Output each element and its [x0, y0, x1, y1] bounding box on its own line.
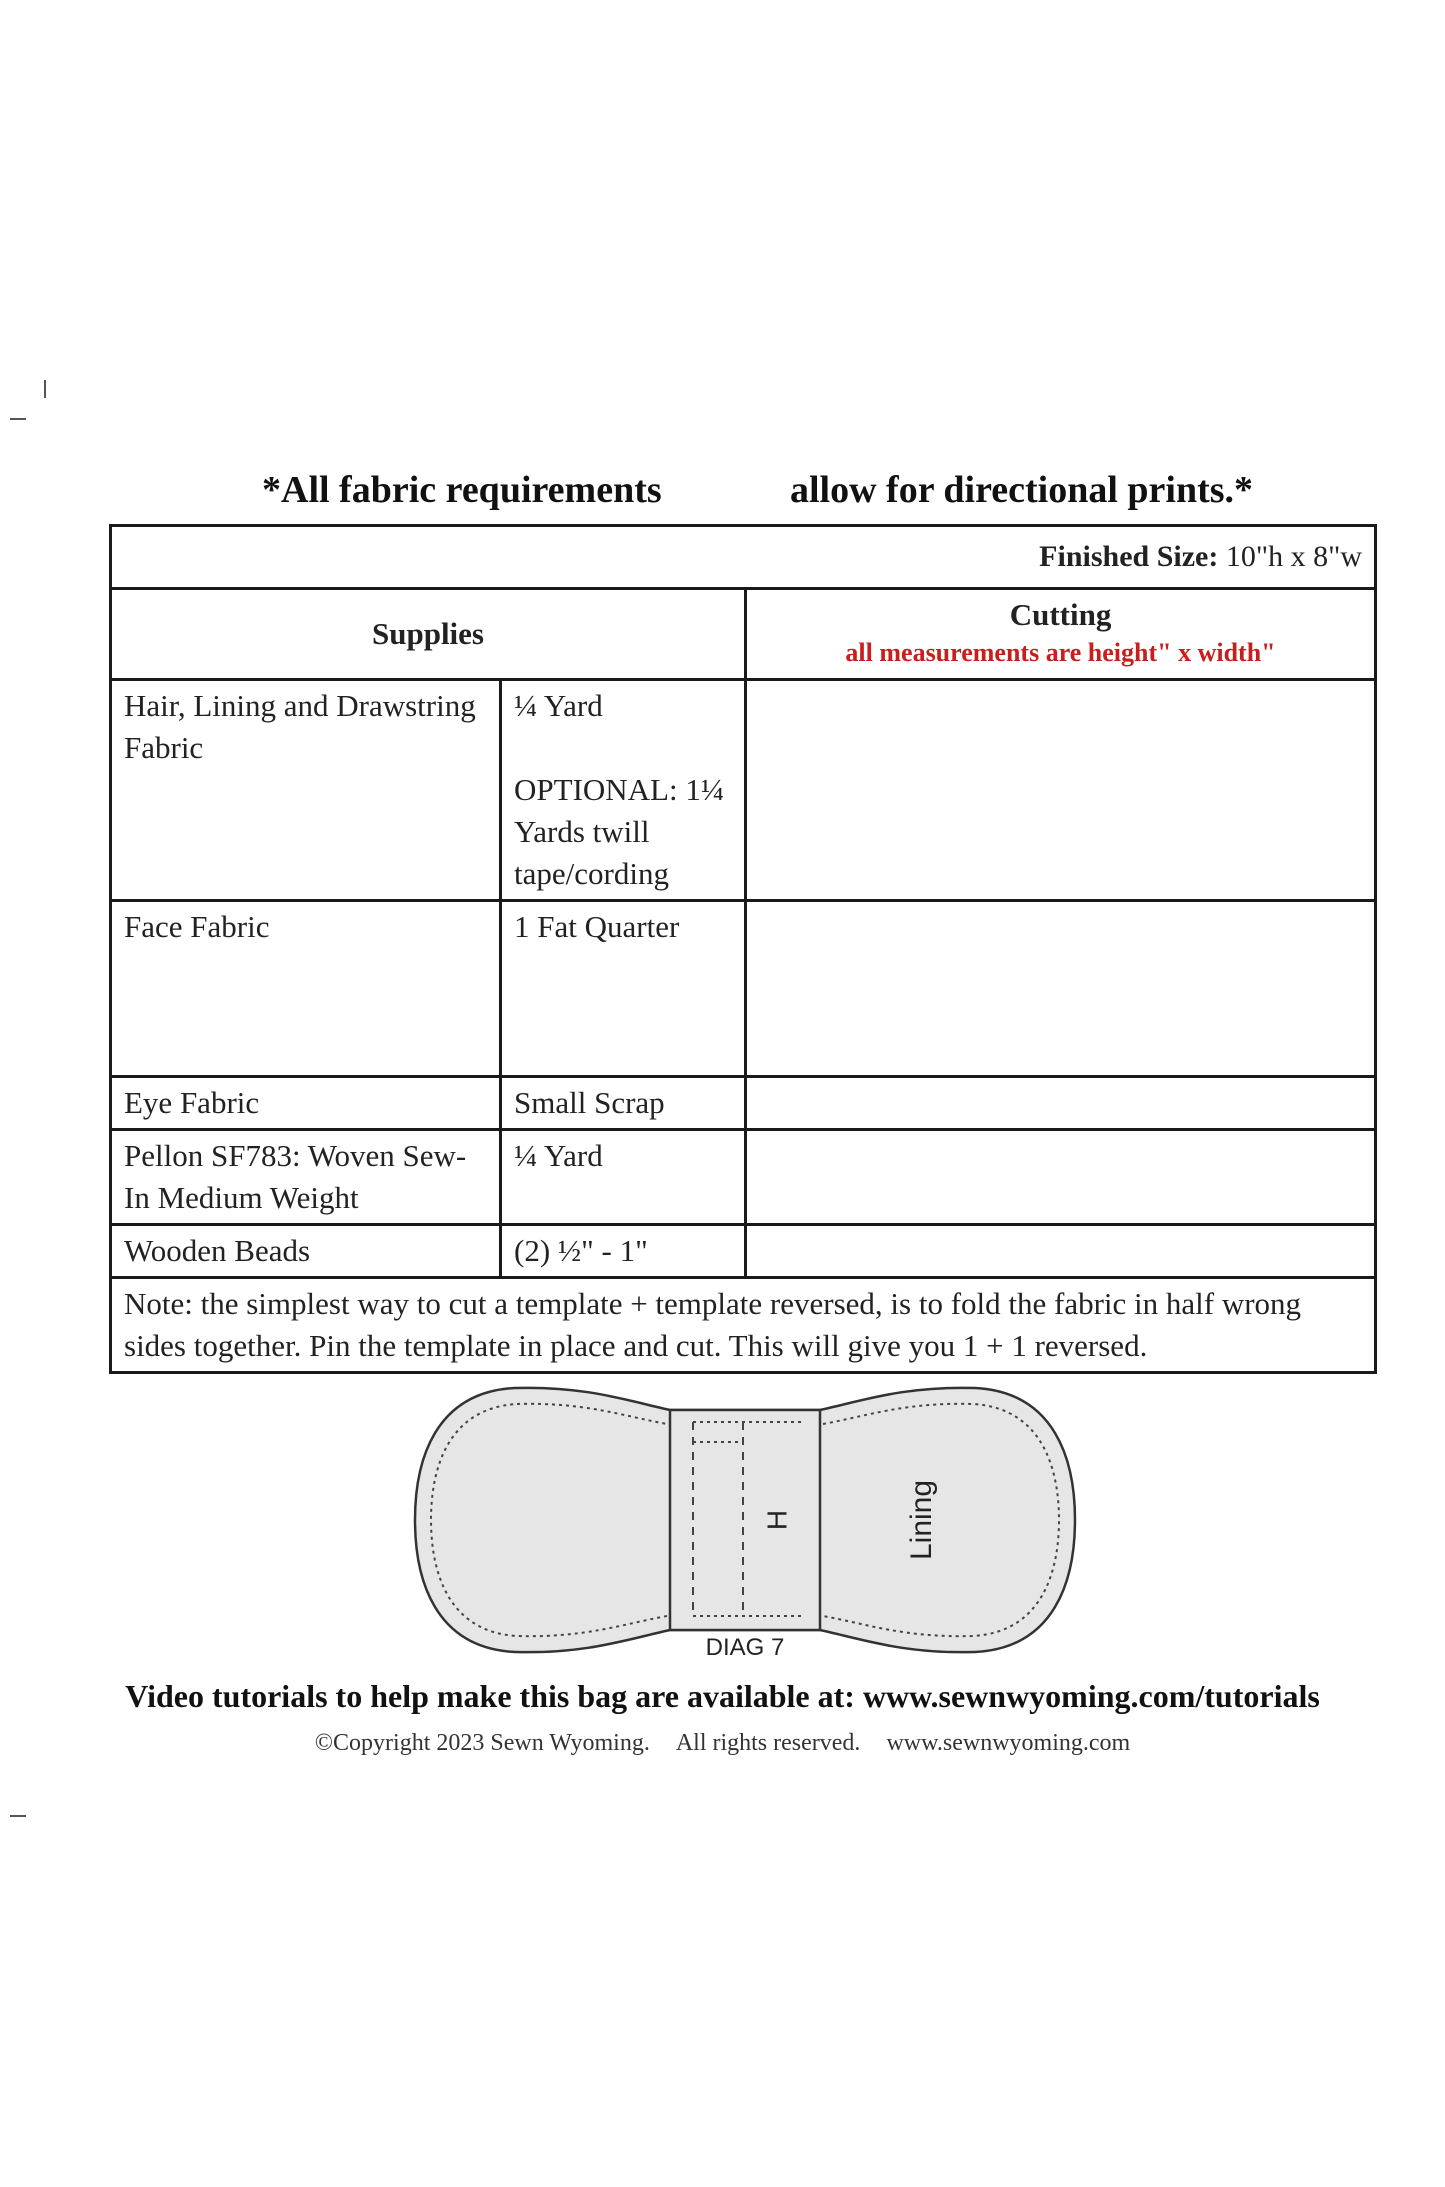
website-text: www.sewnwyoming.com [886, 1730, 1131, 1756]
crop-mark-bottom-horizontal [10, 1815, 26, 1817]
table-row [111, 680, 1376, 901]
cutting-cell [746, 1077, 1376, 1130]
cutting-cell [746, 680, 1376, 901]
cutting-cell [746, 901, 1376, 1077]
table-row [111, 1130, 1376, 1225]
supply-amount-cell [501, 680, 746, 901]
supply-item: Wooden Beads [111, 1225, 501, 1278]
crop-mark-top-vertical [44, 380, 46, 398]
table-row [111, 901, 1376, 1077]
finished-size-cell [111, 526, 1376, 589]
supply-item: Face Fabric [111, 901, 501, 1077]
video-tutorials-line: Video tutorials to help make this bag are available at: www.sewnwyoming.com/tutorials [125, 1678, 1320, 1714]
cutting-tip-note: Note: the simplest way to cut a template + template reversed, is to fold the fabric in half wrong sides together. Pin the template in place and cut. This will give you 1 + 1 reversed. [111, 1278, 1376, 1373]
table-header-row [111, 589, 1376, 680]
diagram-h-label: H [761, 1509, 793, 1531]
diagram-caption: DIAG 7 [705, 1634, 785, 1660]
amount-spacer [514, 727, 732, 769]
cutting-measurement-note: all measurements are height" x width" [845, 638, 1276, 667]
supply-amount: ¼ Yard [514, 688, 603, 723]
supply-item: Hair, Lining and Drawstring Fabric [111, 680, 501, 901]
copyright-line [0, 1730, 1445, 1757]
fabric-requirements-heading-left: *All fabric requirements [262, 469, 662, 511]
note-row [111, 1278, 1376, 1373]
finished-size-row [111, 526, 1376, 589]
table-row [111, 1225, 1376, 1278]
copyright-text: ©Copyright 2023 Sewn Wyoming. [314, 1730, 650, 1756]
supply-amount: ¼ Yard [501, 1130, 746, 1225]
finished-size-value: 10"h x 8"w [1225, 540, 1363, 573]
diagram-lining-label: Lining [904, 1479, 938, 1561]
crop-mark-top-horizontal [10, 418, 26, 420]
cutting-header-cell [746, 589, 1376, 680]
supplies-table [109, 524, 1377, 1374]
supplies-header: Supplies [111, 589, 746, 680]
supply-optional: OPTIONAL: 1¼ Yards twill tape/cording [514, 772, 725, 891]
lining-template-diagram [405, 1380, 1085, 1660]
finished-size-label: Finished Size: [1039, 540, 1219, 573]
cutting-cell [746, 1130, 1376, 1225]
supply-amount: Small Scrap [501, 1077, 746, 1130]
supply-amount: (2) ½" - 1" [501, 1225, 746, 1278]
rights-text: All rights reserved. [675, 1730, 861, 1756]
cutting-cell [746, 1225, 1376, 1278]
supply-amount: 1 Fat Quarter [501, 901, 746, 1077]
supply-item: Eye Fabric [111, 1077, 501, 1130]
fabric-requirements-heading-right: allow for directional prints.* [790, 469, 1254, 511]
table-row [111, 1077, 1376, 1130]
cutting-header: Cutting [1009, 597, 1112, 632]
supply-item: Pellon SF783: Woven Sew-In Medium Weight [111, 1130, 501, 1225]
